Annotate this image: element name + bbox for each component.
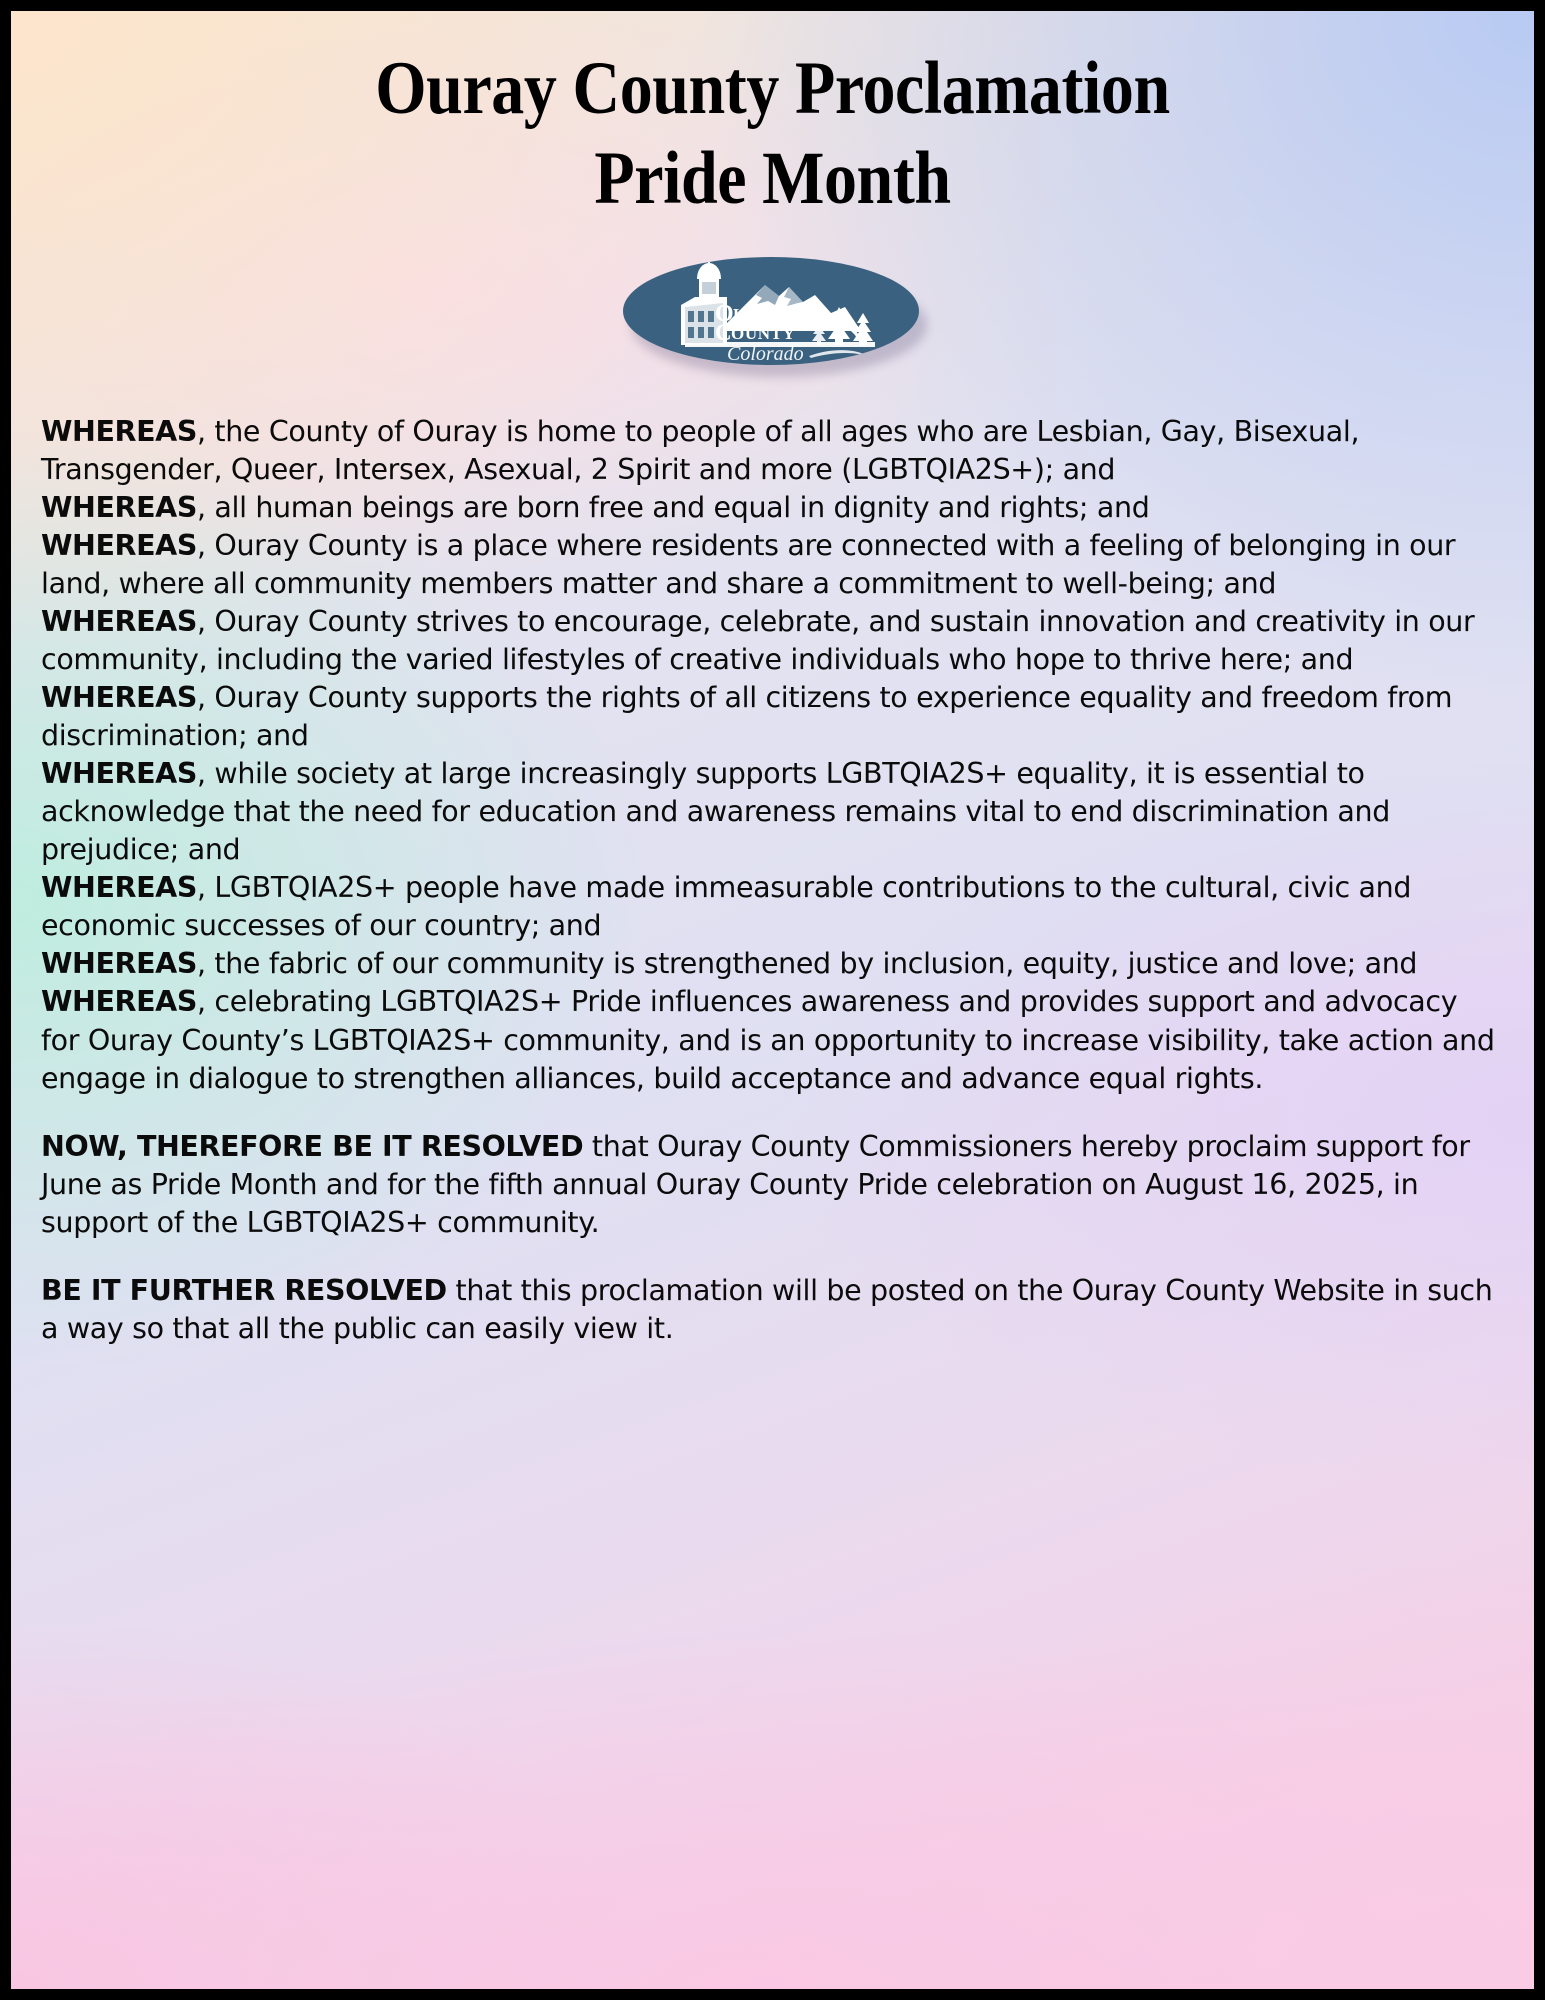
whereas-clause-body-7: , the fabric of our community is strengthened by inclusion, equity, justice and love; and [196, 947, 1418, 981]
whereas-clause-lead-2: WHEREAS [41, 528, 197, 562]
whereas-clause-body-4: , Ouray County supports the rights of all citizens to experience equality and freedom from discrimination; and [41, 681, 1453, 753]
resolution-body-0: that Ouray County Commissioners hereby proclaim support for June as Pride Month and for the fifth annual Ouray County Pride celebration on August 16, 2025, in support of the LGBTQIA2S+ community. [41, 1129, 1470, 1239]
whereas-clause-lead-3: WHEREAS [41, 604, 197, 638]
whereas-clause-lead-6: WHEREAS [41, 871, 197, 905]
whereas-clause-body-6: , LGBTQIA2S+ people have made immeasurable contributions to the cultural, civic and economic successes of our country; and [41, 871, 1412, 943]
whereas-clause-body-3: , Ouray County strives to encourage, celebrate, and sustain innovation and creativity in our community, including the varied lifestyles of creative individuals who hope to thrive here; and [41, 604, 1475, 677]
proclamation-body [39, 413, 1506, 1348]
resolution-body-1: that this proclamation will be posted on the Ouray County Website in such a way so that all the public can easily view it. [41, 1273, 1493, 1345]
whereas-clause-body-2: , Ouray County is a place where residents are connected with a feeling of belonging in our land, where all community members matter and share a commitment to well-being; and [41, 528, 1456, 600]
svg-text:O: O [714, 300, 734, 327]
whereas-clause-8 [41, 983, 1500, 1097]
whereas-clause-lead-5: WHEREAS [41, 757, 197, 791]
whereas-clause-lead-8: WHEREAS [41, 985, 197, 1019]
whereas-clause-lead-0: WHEREAS [41, 414, 197, 448]
whereas-clause-7 [41, 945, 1500, 983]
resolution-1 [41, 1272, 1500, 1348]
resolution-lead-1: BE IT FURTHER RESOLVED [41, 1273, 447, 1307]
svg-text:Colorado: Colorado [726, 342, 804, 365]
svg-text:OUNTY: OUNTY [730, 323, 795, 343]
whereas-clause-body-8: , celebrating LGBTQIA2S+ Pride influences awareness and provides support and advocacy for Ouray County’s LGBTQIA2S+ community, and is an opportunity to increase visibility, take action and engage in dialogue to strengthen alliances, build acceptance and advance equal rights. [41, 985, 1495, 1095]
whereas-clause-body-1: , all human beings are born free and equal in dignity and rights; and [196, 490, 1150, 524]
whereas-clause-lead-1: WHEREAS [41, 490, 197, 524]
resolution-0 [41, 1128, 1500, 1242]
whereas-clause-4 [41, 679, 1500, 755]
resolution-list [41, 1128, 1500, 1348]
whereas-clause-3 [41, 603, 1500, 679]
title-line-secondary: Pride Month [594, 137, 951, 220]
logo-container [39, 257, 1506, 379]
whereas-clause-list [41, 413, 1500, 1098]
resolution-lead-0: NOW, THEREFORE BE IT RESOLVED [41, 1129, 584, 1163]
page-title [39, 47, 1506, 220]
svg-text:C: C [714, 319, 732, 345]
whereas-clause-body-0: , the County of Ouray is home to people of all ages who are Lesbian, Gay, Bisexual, Transgender, Queer, Intersex, Asexual, 2 Spirit and more (LGBTQIA2S+); and [41, 414, 1360, 486]
whereas-clause-5 [41, 755, 1500, 869]
title-line-primary: Ouray County Proclamation [375, 47, 1170, 130]
whereas-clause-6 [41, 869, 1500, 945]
ouray-county-logo-icon [623, 257, 919, 365]
whereas-clause-2 [41, 527, 1500, 603]
gradient-background [11, 11, 1534, 1989]
whereas-clause-1 [41, 489, 1500, 527]
whereas-clause-lead-4: WHEREAS [41, 681, 197, 715]
whereas-clause-0 [41, 413, 1500, 489]
whereas-clause-lead-7: WHEREAS [41, 947, 197, 981]
whereas-clause-body-5: , while society at large increasingly supports LGBTQIA2S+ equality, it is essential to acknowledge that the need for education and awareness remains vital to end discrimination and prejudice; and [41, 757, 1390, 867]
svg-text:URAY: URAY [732, 304, 783, 324]
